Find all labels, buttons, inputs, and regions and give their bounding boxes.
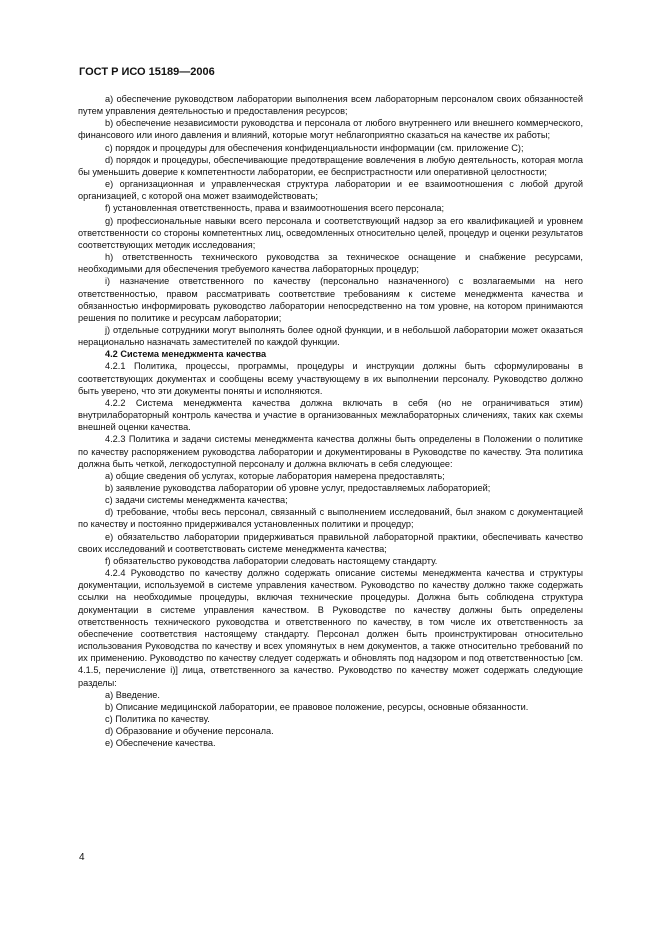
paragraph: f) обязательство руководства лаборатории следовать настоящему стандарту. (105, 555, 438, 566)
paragraph: с) задачи системы менеджмента качества; (105, 495, 288, 506)
paragraph: d) порядок и процедуры, обеспечивающие предотвращение вовлечения в любую деятельность, которая могла бы уменьшить доверие к компетентности лаборатории, ее беспристрастности или оперативной целостности; (78, 154, 583, 177)
document-body (78, 93, 583, 749)
paragraph: с) порядок и процедуры для обеспечения конфиденциальности информации (см. приложение С); (105, 142, 524, 153)
page-header: ГОСТ Р ИСО 15189—2006 (79, 66, 215, 78)
paragraph: d) требование, чтобы весь персонал, связанный с выполнением исследований, был знаком с документацией по качеству и постоянно придерживался установленных политики и процедур; (78, 507, 583, 530)
paragraph: h) ответственность технического руководства за техническое оснащение и снабжение ресурсами, необходимыми для обеспечения требуемого качества лабораторных процедур; (78, 252, 583, 275)
section-heading: 4.2 Система менеджмента качества (105, 349, 267, 360)
paragraph: а) Введение. (105, 689, 160, 700)
paragraph: f) установленная ответственность, права и взаимоотношения всего персонала; (105, 203, 445, 214)
page-number: 4 (79, 852, 85, 863)
paragraph: i) назначение ответственного по качеству (персонально назначенного) с возлагаемыми на него ответственностью, правом рассматривать соответствие требованиям к системе менеджмента качества и обязанностью информировать руководство лаборатории непосредственно на том уровне, на котором принимаются решения по политике и ресурсам лаборатории; (78, 276, 583, 323)
paragraph: 4.2.1 Политика, процессы, программы, процедуры и инструкции должны быть сформулированы в соответствующих документах и сообщены всему участвующему в их выполнении персоналу. Руководство должно быть уверено, что эти документы поняты и исполняются. (78, 361, 583, 396)
paragraph: 4.2.2 Система менеджмента качества должна включать в себя (но не ограничиваться этим) внутрилабораторный контроль качества и участие в организованных межлабораторных сличениях, таких как схемы внешней оценки качества. (78, 397, 583, 433)
paragraph: b) обеспечение независимости руководства и персонала от любого внутреннего или внешнего коммерческого, финансового или иного давления и влияний, которые могут неблагоприятно сказаться на качестве их работы; (78, 118, 583, 141)
paragraph: а) общие сведения об услугах, которые лаборатория намерена предоставлять; (105, 470, 445, 481)
paragraph: g) профессиональные навыки всего персонала и соответствующий надзор за его квалификацией и уровнем ответственности со стороны компетентных лиц, осведомленных относительно целей, процедур и оценки результатов соответствующих методик исследования; (78, 215, 583, 250)
paragraph: j) отдельные сотрудники могут выполнять более одной функции, и в небольшой лаборатории может оказаться нерационально назначать заместителей по каждой функции. (78, 324, 583, 348)
paragraph: е) обязательство лаборатории придерживаться правильной лабораторной практики, обеспечивать качество своих исследований и соответствовать системе менеджмента качества; (78, 531, 583, 554)
paragraph: b) Описание медицинской лаборатории, ее правовое положение, ресурсы, основные обязанности. (105, 701, 529, 712)
paragraph: е) Обеспечение качества. (105, 738, 216, 749)
paragraph: а) обеспечение руководством лаборатории выполнения всем лабораторным персоналом своих обязанностей путем управления деятельностью и предоставления ресурсов; (78, 94, 583, 117)
paragraph: е) организационная и управленческая структура лаборатории и ее взаимоотношения с любой другой организацией, с которой она может взаимодействовать; (78, 179, 583, 202)
paragraph: 4.2.3 Политика и задачи системы менеджмента качества должны быть определены в Положении о политике по качеству распоряжением руководства лаборатории и документированы в Руководстве по качеству. Эта политика должна быть четкой, легкодоступной персоналу и должна включать в себя следующее: (78, 434, 583, 469)
paragraph: b) заявление руководства лаборатории об уровне услуг, предоставляемых лабораторией; (105, 483, 491, 493)
paragraph: 4.2.4 Руководство по качеству должно содержать описание системы менеджмента качества и структуры документации, используемой в системе управления качеством. Руководство по качеству должно также содержать ссылки на необходимые процедуры, включая технические процедуры. Должна быть соблюдена структура документации в системе управления качеством. В Руководстве по качеству должны быть определены ответственность технического руководства и ответственного по качеству, в том числе их ответственность за обеспечение соответствия настоящему стандарту. Персонал должен быть проинструктирован относительно использования Руководства по качеству и всех упомянутых в нем документов, а также относительно требований по их применению. Руководство по качеству следует содержать и обновлять под надзором и под ответственностью [см. 4.1.5, перечисление i)] лица, ответственного за качество. Руководство по качеству может содержать следующие разделы: (78, 568, 583, 688)
paragraph: d) Образование и обучение персонала. (105, 726, 274, 737)
paragraph: с) Политика по качеству. (105, 713, 210, 724)
